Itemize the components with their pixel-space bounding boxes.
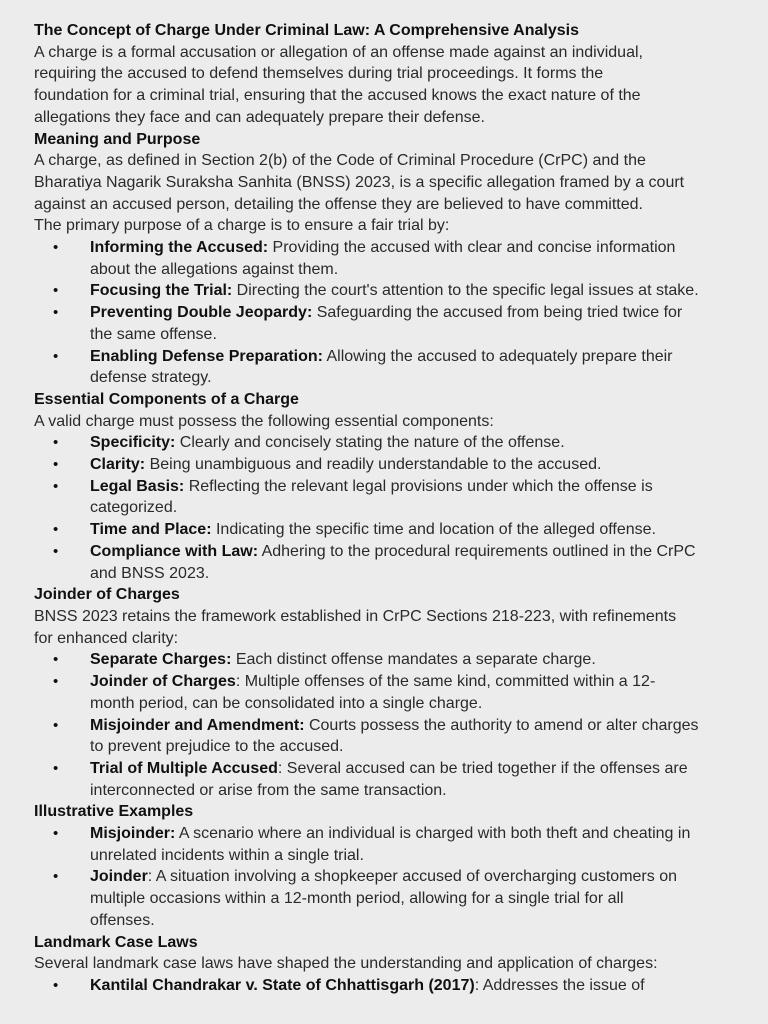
- list-item-line: [90, 454, 748, 476]
- list-item-line: [90, 715, 748, 737]
- list-item: [34, 476, 748, 519]
- bullet-icon: •: [53, 976, 59, 994]
- list-item-continuation: about the allegations against them.: [90, 260, 339, 278]
- list-item-description: : A situation involving a shopkeeper accused of overcharging customers on: [147, 868, 677, 886]
- list-item: [34, 671, 748, 714]
- list-item: [34, 541, 748, 584]
- list-item-term: Misjoinder and Amendment:: [90, 716, 305, 734]
- list-item-description: Adhering to the procedural requirements outlined in the CrPC: [258, 542, 696, 560]
- list-item: [34, 237, 748, 280]
- meaning-line: Bharatiya Nagarik Suraksha Sanhita (BNSS) 2023, is a specific allegation framed by a court: [34, 173, 685, 191]
- examples-list: [34, 823, 748, 932]
- intro-line: requiring the accused to defend themselves during trial proceedings. It forms the: [34, 65, 604, 83]
- bullet-icon: •: [53, 477, 59, 495]
- section-heading-landmark: Landmark Case Laws: [34, 933, 198, 951]
- list-item-line: [90, 346, 748, 368]
- list-item-term: Focusing the Trial:: [90, 282, 233, 300]
- list-item-description: A scenario where an individual is charged with both theft and cheating in: [175, 825, 691, 843]
- list-item-term: Enabling Defense Preparation:: [90, 347, 323, 365]
- joinder-list: [34, 649, 748, 801]
- landmark-list: [34, 975, 748, 997]
- list-item-description: Directing the court's attention to the specific legal issues at stake.: [232, 282, 699, 300]
- section-heading-components: Essential Components of a Charge: [34, 390, 299, 408]
- list-item: [34, 280, 748, 302]
- joinder-line: for enhanced clarity:: [34, 629, 179, 647]
- list-item-line: [90, 476, 748, 498]
- section-heading-examples: Illustrative Examples: [34, 803, 194, 821]
- section-heading-joinder: Joinder of Charges: [34, 586, 180, 604]
- list-item-description: Each distinct offense mandates a separate charge.: [231, 651, 596, 669]
- list-item-term: Trial of Multiple Accused: [90, 759, 278, 777]
- bullet-icon: •: [53, 542, 59, 560]
- bullet-icon: •: [53, 759, 59, 777]
- list-item-description: : Several accused can be tried together if the offenses are: [277, 759, 688, 777]
- list-item-term: Time and Place:: [90, 521, 212, 539]
- bullet-icon: •: [53, 282, 59, 300]
- list-item-line: [90, 649, 748, 671]
- list-item-continuation: and BNSS 2023.: [90, 564, 210, 582]
- bullet-icon: •: [53, 456, 59, 474]
- list-item-continuation: to prevent prejudice to the accused.: [90, 738, 344, 756]
- bullet-icon: •: [53, 347, 59, 365]
- meaning-line: The primary purpose of a charge is to ensure a fair trial by:: [34, 217, 450, 235]
- bullet-icon: •: [53, 716, 59, 734]
- list-item-line: [90, 519, 748, 541]
- meaning-line: A charge, as defined in Section 2(b) of the Code of Criminal Procedure (CrPC) and the: [34, 152, 646, 170]
- intro-line: allegations they face and can adequately prepare their defense.: [34, 108, 485, 126]
- list-item-term: Specificity:: [90, 434, 176, 452]
- list-item-continuation: the same offense.: [90, 325, 217, 343]
- bullet-icon: •: [53, 651, 59, 669]
- list-item-continuation: defense strategy.: [90, 369, 212, 387]
- list-item-term: Informing the Accused:: [90, 239, 269, 257]
- list-item: [34, 346, 748, 389]
- list-item-line: [90, 866, 748, 888]
- bullet-icon: •: [53, 868, 59, 886]
- bullet-icon: •: [53, 825, 59, 843]
- intro-line: foundation for a criminal trial, ensuring that the accused knows the exact nature of the: [34, 87, 641, 105]
- list-item-continuation: unrelated incidents within a single trial.: [90, 846, 364, 864]
- list-item-description: Reflecting the relevant legal provisions under which the offense is: [184, 477, 653, 495]
- list-item-line: [90, 541, 748, 563]
- meaning-paragraph: [34, 150, 748, 237]
- list-item: [34, 519, 748, 541]
- list-item-description: Courts possess the authority to amend or alter charges: [304, 716, 699, 734]
- list-item: [34, 866, 748, 931]
- components-list: [34, 432, 748, 584]
- list-item-term: Misjoinder:: [90, 825, 176, 843]
- list-item-term: Kantilal Chandrakar v. State of Chhattisgarh (2017): [90, 976, 475, 994]
- bullet-icon: •: [53, 521, 59, 539]
- document-title: The Concept of Charge Under Criminal Law: A Comprehensive Analysis: [34, 22, 579, 39]
- list-item-term: Legal Basis:: [90, 477, 185, 495]
- components-paragraph: A valid charge must possess the following essential components:: [34, 412, 494, 430]
- landmark-paragraph: Several landmark case laws have shaped the understanding and application of charges:: [34, 955, 658, 973]
- list-item-line: [90, 432, 748, 454]
- list-item-continuation: multiple occasions within a 12-month period, allowing for a single trial for all: [90, 890, 624, 908]
- list-item-term: Joinder of Charges: [90, 673, 236, 691]
- list-item-description: Indicating the specific time and location of the alleged offense.: [211, 521, 656, 539]
- list-item-description: Clearly and concisely stating the nature of the offense.: [175, 434, 565, 452]
- list-item-description: : Multiple offenses of the same kind, committed within a 12-: [235, 673, 656, 691]
- list-item-term: Preventing Double Jeopardy:: [90, 304, 313, 322]
- bullet-icon: •: [53, 304, 59, 322]
- list-item: [34, 454, 748, 476]
- intro-paragraph: [34, 42, 748, 129]
- list-item-continuation: month period, can be consolidated into a single charge.: [90, 694, 483, 712]
- list-item: [34, 975, 748, 997]
- list-item-line: [90, 280, 748, 302]
- bullet-icon: •: [53, 434, 59, 452]
- list-item-line: [90, 823, 748, 845]
- list-item-line: [90, 975, 748, 997]
- joinder-paragraph: [34, 606, 748, 649]
- intro-line: A charge is a formal accusation or allegation of an offense made against an individual,: [34, 43, 643, 61]
- list-item-line: [90, 302, 748, 324]
- list-item: [34, 823, 748, 866]
- list-item-description: Safeguarding the accused from being tried twice for: [312, 304, 683, 322]
- bullet-icon: •: [53, 239, 59, 257]
- list-item-description: : Addresses the issue of: [474, 976, 645, 994]
- list-item-term: Separate Charges:: [90, 651, 232, 669]
- list-item-line: [90, 758, 748, 780]
- bullet-icon: •: [53, 673, 59, 691]
- list-item-term: Compliance with Law:: [90, 542, 259, 560]
- joinder-line: BNSS 2023 retains the framework established in CrPC Sections 218-223, with refinements: [34, 607, 677, 625]
- document-content: [34, 20, 748, 997]
- list-item-description: Allowing the accused to adequately prepare their: [322, 347, 673, 365]
- list-item-term: Joinder: [90, 868, 148, 886]
- list-item-continuation: interconnected or arise from the same transaction.: [90, 781, 447, 799]
- list-item: [34, 432, 748, 454]
- list-item: [34, 302, 748, 345]
- purpose-list: [34, 237, 748, 389]
- list-item: [34, 715, 748, 758]
- list-item-description: Providing the accused with clear and concise information: [268, 239, 676, 257]
- meaning-line: against an accused person, detailing the offense they are believed to have committed.: [34, 195, 643, 213]
- list-item-term: Clarity:: [90, 456, 146, 474]
- section-heading-meaning: Meaning and Purpose: [34, 130, 201, 148]
- list-item-line: [90, 237, 748, 259]
- list-item-continuation: offenses.: [90, 911, 155, 929]
- list-item-description: Being unambiguous and readily understandable to the accused.: [145, 456, 602, 474]
- list-item-line: [90, 671, 748, 693]
- list-item: [34, 758, 748, 801]
- list-item: [34, 649, 748, 671]
- list-item-continuation: categorized.: [90, 499, 178, 517]
